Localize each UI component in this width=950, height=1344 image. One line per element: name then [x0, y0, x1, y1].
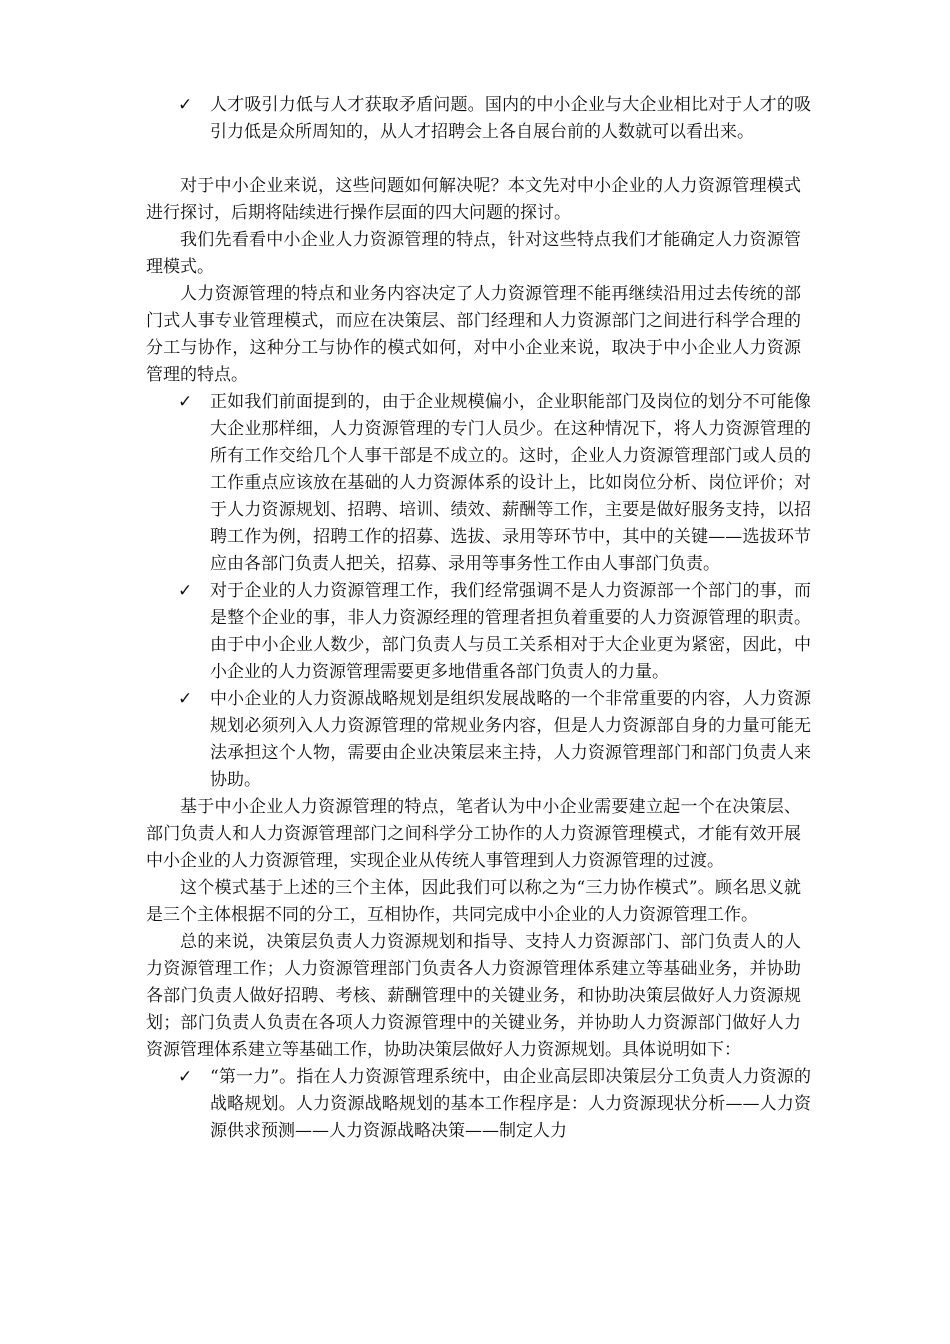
bullet-text: “第一力”。指在人力资源管理系统中，由企业高层即决策层分工负责人力资源的战略规划。人力资源战略规划的基本工作程序是：人力资源现状分析——人力资源供求预测——人力资源战略决策——制定人力	[210, 1067, 811, 1141]
paragraph: 对于中小企业来说，这些问题如何解决呢？本文先对中小企业的人力资源管理模式进行探讨，后期将陆续进行操作层面的四大问题的探讨。	[146, 176, 801, 223]
bullet-text: 人才吸引力低与人才获取矛盾问题。国内的中小企业与大企业相比对于人才的吸引力低是众所周知的，从人才招聘会上各自展台前的人数就可以看出来。	[210, 95, 811, 142]
bullet-text: 正如我们前面提到的，由于企业规模偏小，企业职能部门及岗位的划分不可能像大企业那样细，人力资源管理的专门人员少。在这种情况下，将人力资源管理的所有工作交给几个人事干部是不成立的。这时，企业人力资源管理部门或人员的工作重点应该放在基础的人力资源体系的设计上，比如岗位分析、岗位评价；对于人力资源规划、招聘、培训、绩效、薪酬等工作，主要是做好服务支持，以招聘工作为例，招聘工作的招募、选拔、录用等环节中，其中的关键——选拔环节应由各部门负责人把关，招募、录用等事务性工作由人事部门负责。	[210, 392, 811, 574]
document-page	[0, 92, 950, 1145]
bullet-item-strategic-planning	[0, 686, 950, 794]
check-mark-icon: ✓	[178, 581, 193, 601]
bullet-item-talent-attraction	[0, 92, 950, 146]
check-mark-icon: ✓	[178, 1067, 193, 1087]
blank-line	[0, 146, 950, 173]
bullet-item-first-force	[0, 1064, 950, 1145]
paragraph: 这个模式基于上述的三个主体，因此我们可以称之为“三力协作模式”。顾名思义就是三个主体根据不同的分工，互相协作，共同完成中小企业的人力资源管理工作。	[146, 878, 801, 925]
bullet-item-whole-enterprise	[0, 578, 950, 686]
bullet-item-small-scale	[0, 389, 950, 578]
paragraph: 人力资源管理的特点和业务内容决定了人力资源管理不能再继续沿用过去传统的部门式人事专业管理模式，而应在决策层、部门经理和人力资源部门之间进行科学合理的分工与协作，这种分工与协作的模式如何，对中小企业来说，取决于中小企业人力资源管理的特点。	[146, 284, 801, 385]
check-mark-icon: ✓	[178, 689, 193, 709]
bullet-text: 中小企业的人力资源战略规划是组织发展战略的一个非常重要的内容，人力资源规划必须列入人力资源管理的常规业务内容，但是人力资源部自身的力量可能无法承担这个人物，需要由企业决策层来主持，人力资源管理部门和部门负责人来协助。	[210, 689, 811, 790]
paragraph: 基于中小企业人力资源管理的特点，笔者认为中小企业需要建立起一个在决策层、部门负责人和人力资源管理部门之间科学分工协作的人力资源管理模式，才能有效开展中小企业的人力资源管理，实现企业从传统人事管理到人力资源管理的过渡。	[146, 797, 801, 871]
paragraph: 总的来说，决策层负责人力资源规划和指导、支持人力资源部门、部门负责人的人力资源管理工作；人力资源管理部门负责各人力资源管理体系建立等基础业务，并协助各部门负责人做好招聘、考核、薪酬管理中的关键业务，和协助决策层做好人力资源规划；部门负责人负责在各项人力资源管理中的关键业务，并协助人力资源部门做好人力资源管理体系建立等基础工作，协助决策层做好人力资源规划。具体说明如下：	[146, 932, 801, 1060]
check-mark-icon: ✓	[178, 95, 193, 115]
bullet-text: 对于企业的人力资源管理工作，我们经常强调不是人力资源部一个部门的事，而是整个企业的事，非人力资源经理的管理者担负着重要的人力资源管理的职责。由于中小企业人数少，部门负责人与员工关系相对于大企业更为紧密，因此，中小企业的人力资源管理需要更多地借重各部门负责人的力量。	[210, 581, 811, 682]
paragraph: 我们先看看中小企业人力资源管理的特点，针对这些特点我们才能确定人力资源管理模式。	[146, 230, 801, 277]
check-mark-icon: ✓	[178, 392, 193, 412]
